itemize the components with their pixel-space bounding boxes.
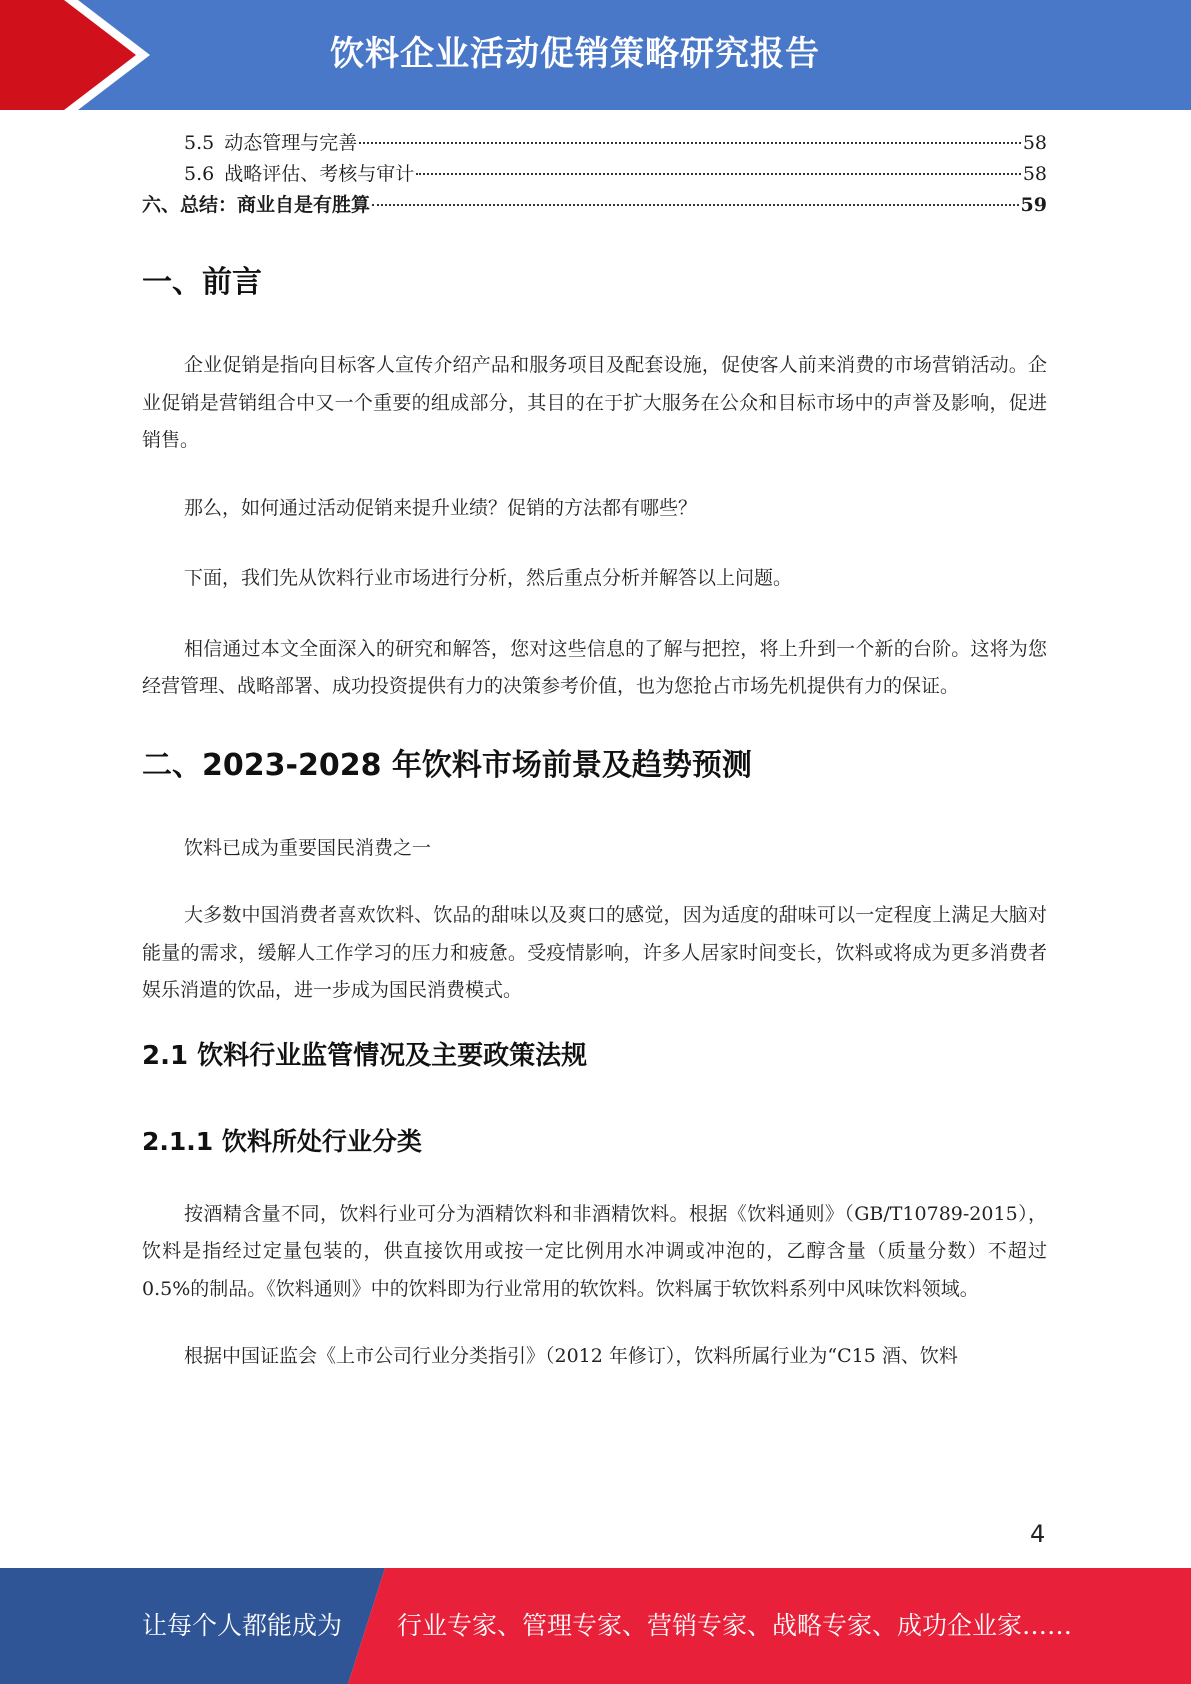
footer-slogan-left: 让每个人都能成为 [142,1611,343,1640]
paragraph: 相信通过本文全面深入的研究和解答，您对这些信息的了解与把控，将上升到一个新的台阶。这将为您经营管理、战略部署、成功投资提供有力的决策参考价值，也为您抢占市场先机提供有力的保证。 [142,637,1047,697]
toc-entry[interactable]: 5.5 动态管理与完善 58 [142,128,1047,159]
toc [142,128,1047,221]
paragraph: 下面，我们先从饮料行业市场进行分析，然后重点分析并解答以上问题。 [184,567,793,589]
toc-page-number: 59 [1020,194,1047,216]
toc-entry[interactable]: 六、总结：商业自是有胜算 59 [142,190,1047,221]
toc-page-number: 58 [1022,132,1047,154]
paragraph: 那么，如何通过活动促销来提升业绩？促销的方法都有哪些？ [184,496,698,519]
page-number: 4 [1030,1520,1046,1548]
section-heading-forecast: 二、2023-2028 年饮料市场前景及趋势预测 [142,747,752,783]
subsection-heading-regulation: 2.1 饮料行业监管情况及主要政策法规 [142,1040,588,1071]
toc-page-number: 58 [1022,163,1047,185]
paragraph: 按酒精含量不同，饮料行业可分为酒精饮料和非酒精饮料。根据《饮料通则》（GB/T10789-2015），饮料是指经过定量包装的，供直接饮用或按一定比例用水冲调或冲泡的，乙醇含量（质量分数）不超过 0.5%的制品。《饮料通则》中的饮料即为行业常用的软饮料。饮料属于软饮料系列中风味饮料领域。 [142,1202,1047,1300]
subsection-heading-classification: 2.1.1 饮料所处行业分类 [142,1126,422,1156]
paragraph: 企业促销是指向目标客人宣传介绍产品和服务项目及配套设施，促使客人前来消费的市场营销活动。企业促销是营销组合中又一个重要的组成部分，其目的在于扩大服务在公众和目标市场中的声誉及影响，促进销售。 [142,354,1047,451]
header-banner [0,0,1191,110]
page-content [142,128,1047,1376]
footer-banner [0,1568,1191,1684]
paragraph: 大多数中国消费者喜欢饮料、饮品的甜味以及爽口的感觉，因为适度的甜味可以一定程度上满足大脑对能量的需求，缓解人工作学习的压力和疲惫。受疫情影响，许多人居家时间变长，饮料或将成为更多消费者娱乐消遣的饮品，进一步成为国民消费模式。 [142,904,1047,1001]
footer-slogan-right: 行业专家、管理专家、营销专家、战略专家、成功企业家…… [397,1611,1073,1640]
report-title: 饮料企业活动促销策略研究报告 [330,34,820,74]
toc-leader [359,142,1021,144]
paragraph: 根据中国证监会《上市公司行业分类指引》（2012 年修订），饮料所属行业为“C15 酒、饮料 [184,1345,958,1367]
paragraph: 饮料已成为重要国民消费之一 [184,836,432,859]
section-heading-preface: 一、前言 [142,265,262,300]
toc-leader [372,204,1019,206]
toc-leader [416,173,1021,175]
toc-entry[interactable]: 5.6 战略评估、考核与审计 58 [142,159,1047,190]
